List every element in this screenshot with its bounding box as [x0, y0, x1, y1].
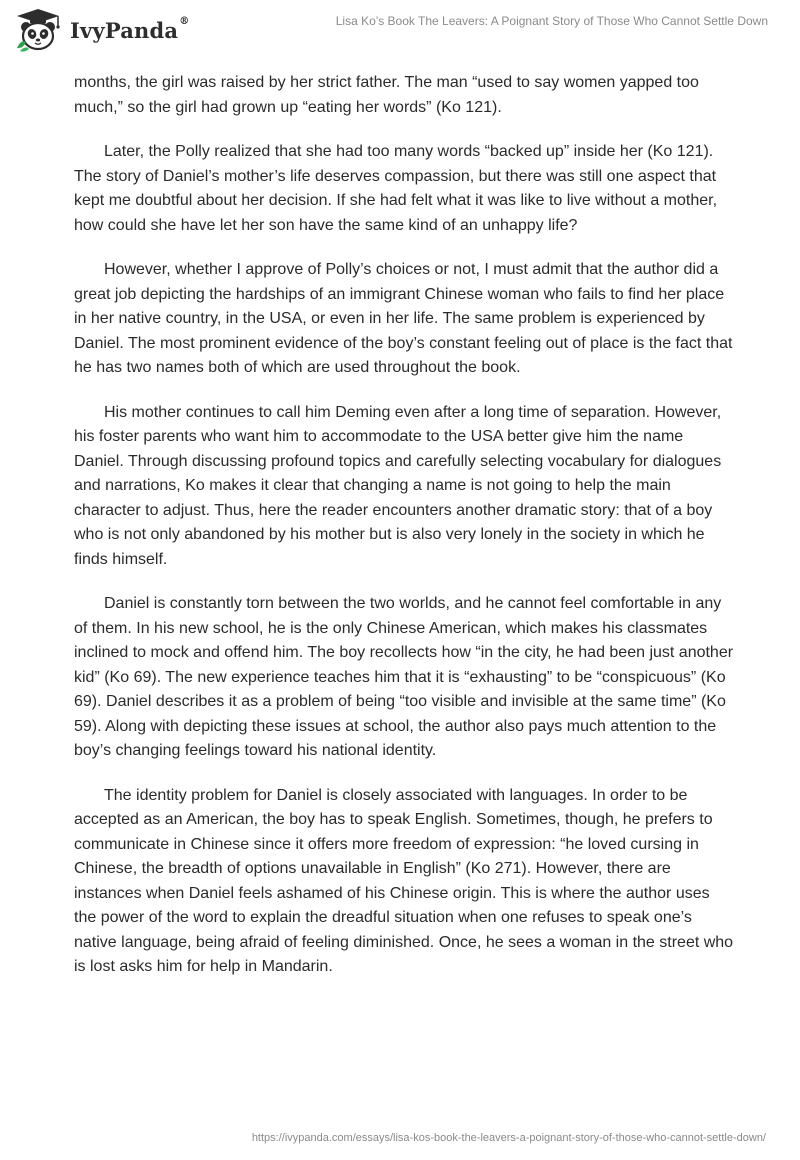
document-title: Lisa Ko’s Book The Leavers: A Poignant Story of Those Who Cannot Settle Down	[335, 14, 768, 28]
paragraph: Daniel is constantly torn between the two worlds, and he cannot feel comfortable in any of them. In his new school, he is the only Chinese American, which makes his classmates inclined to mock and offend him. The boy recollects how “in the city, he had been just another kid” (Ko 69). The new experience teaches him that it is “exhausting” to be “conspicuous” (Ko 69). Daniel describes it as a problem of being “too visible and invisible at the same time” (Ko 59). Along with depicting these issues at school, the author also pays much attention to the boy’s changing feelings toward his national identity.	[74, 595, 734, 759]
page-header	[0, 0, 800, 60]
brand-name: IvyPanda®	[70, 15, 190, 43]
panda-graduate-icon	[14, 8, 62, 52]
essay-body	[74, 71, 734, 1000]
paragraph: The identity problem for Daniel is closely associated with languages. In order to be accepted as an American, the boy has to speak English. Sometimes, though, he prefers to communicate in Chinese since it offers more freedom of expression: “he loved cursing in Chinese, the breadth of options unavailable in English” (Ko 271). However, there are instances when Daniel feels ashamed of his Chinese origin. This is where the author uses the power of the word to explain the dreadful situation when one refuses to speak one’s native language, being afraid of feeling diminished. Once, he sees a woman in the street who is lost asks him for help in Mandarin.	[74, 786, 734, 975]
ivypanda-logo[interactable]	[14, 8, 189, 52]
paragraph: Later, the Polly realized that she had too many words “backed up” inside her (Ko 121). The story of Daniel’s mother’s life deserves compassion, but there was still one aspect that kept me doubtful about her decision. If she had felt what it was like to live without a mother, how could she have let her son have the same kind of an unhappy life?	[74, 143, 718, 234]
source-url[interactable]: https://ivypanda.com/essays/lisa-kos-book-the-leavers-a-poignant-story-of-those-who-cannot-settle-down/	[251, 1132, 766, 1144]
paragraph: months, the girl was raised by her strict father. The man “used to say women yapped too much,” so the girl had grown up “eating her words” (Ko 121).	[74, 74, 699, 116]
paragraph: His mother continues to call him Deming even after a long time of separation. However, his foster parents who want him to accommodate to the USA better give him the name Daniel. Through discussing profound topics and carefully selecting vocabulary for dialogues and narrations, Ko makes it clear that changing a name is not going to help the main character to adjust. Thus, here the reader encounters another dramatic story: that of a boy who is not only abandoned by his mother but is also very lonely in the society in which he finds himself.	[74, 403, 722, 568]
paragraph: However, whether I approve of Polly’s choices or not, I must admit that the author did a great job depicting the hardships of an immigrant Chinese woman who fails to find her place in her native country, in the USA, or even in her life. The same problem is experienced by Daniel. The most prominent evidence of the boy’s constant feeling out of place is the fact that he has two names both of which are used throughout the book.	[74, 261, 733, 376]
